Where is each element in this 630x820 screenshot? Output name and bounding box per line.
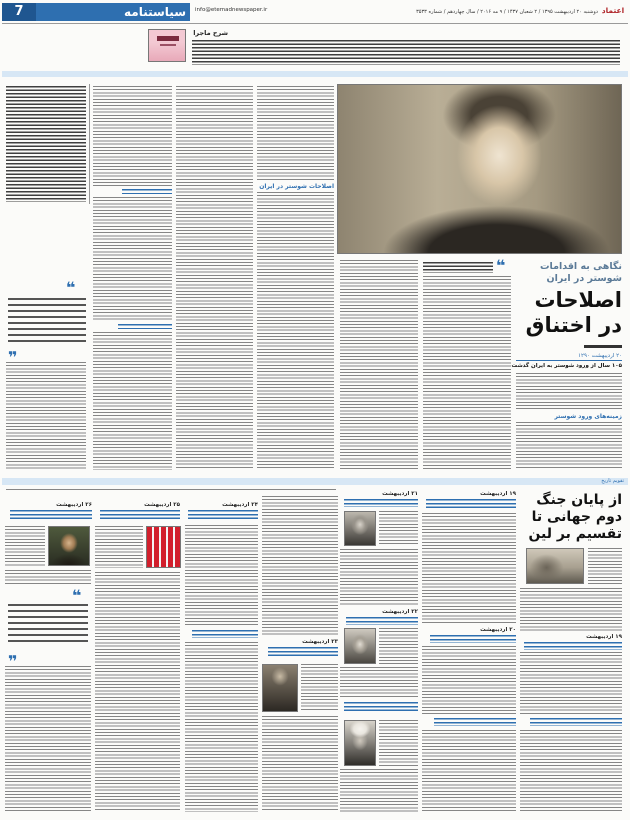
calendar-entry-date: ۱۹ اردیبهشت — [480, 491, 516, 497]
calendar-body-text — [95, 572, 180, 812]
article-subtitle: ۱۰۵ سال از ورود شوستر به ایران گذشت — [511, 363, 622, 369]
calendar-body-text — [379, 720, 418, 766]
quote-icon — [72, 588, 81, 604]
portrait-photo — [344, 511, 376, 546]
calendar-entry-title — [188, 510, 258, 521]
sidebar-divider — [89, 84, 90, 204]
calendar-entry-date: ۲۶ اردیبهشت — [56, 502, 92, 508]
portrait-photo — [344, 628, 376, 664]
calendar-body-text — [340, 769, 418, 812]
section-name: سیاستنامه — [123, 5, 186, 19]
article-body-text — [176, 86, 253, 470]
sidebar-note-text — [6, 86, 86, 202]
portrait-painting — [48, 526, 90, 566]
calendar-entry-title — [530, 718, 622, 726]
calendar-body-text — [379, 511, 418, 546]
calendar-body-text — [5, 570, 91, 586]
calendar-body-text — [262, 496, 338, 636]
calendar-body-text — [588, 548, 622, 584]
calendar-section-label: تقویم تاریخ — [601, 478, 624, 484]
article-body-text — [257, 86, 334, 181]
calendar-entry-title — [346, 617, 418, 625]
article-body-text — [257, 192, 334, 470]
article-subhead-mark — [118, 324, 172, 329]
calendar-entry-title — [344, 499, 418, 507]
article-body-text — [423, 276, 511, 470]
calendar-entry-date: ۲۳ اردیبهشت — [302, 639, 338, 645]
shuster-portrait-photo — [337, 84, 622, 254]
calendar-entry-date: ۲۱ اردیبهشت — [382, 491, 418, 497]
calendar-entry-title — [434, 718, 516, 726]
calendar-entry-title — [426, 499, 516, 510]
quote-icon — [8, 646, 17, 662]
article-body-text — [516, 422, 622, 470]
calendar-body-text — [185, 525, 258, 625]
calendar-entry-date: ۱۹ اردیبهشت — [586, 634, 622, 640]
article-headline: اصلاحات در اختناق — [525, 288, 622, 337]
calendar-entry-title — [10, 510, 92, 521]
berlin-photo — [526, 548, 584, 584]
section-bar-top — [2, 71, 628, 77]
calendar-entry-title — [524, 642, 622, 650]
calendar-body-text — [520, 652, 622, 714]
calendar-dateline-text — [6, 489, 336, 492]
book-cover-image — [148, 29, 186, 62]
calendar-body-text — [340, 667, 418, 697]
calendar-body-text — [340, 549, 418, 606]
calendar-body-text — [422, 646, 516, 714]
article-subhead: اصلاحات شوستر در ایران — [259, 183, 334, 190]
intro-label: شرح ماجرا — [193, 29, 228, 37]
calendar-body-text — [379, 628, 418, 664]
quote-icon — [496, 258, 505, 274]
book-cover-text-mark — [160, 44, 176, 46]
calendar-entry-date: ۲۴ اردیبهشت — [222, 502, 258, 508]
contact-email: info@etemadnewspaper.ir — [195, 7, 268, 13]
calendar-entry-date: ۲۲ اردیبهشت — [382, 609, 418, 615]
calendar-entry-title — [344, 702, 418, 713]
calendar-body-text — [301, 664, 338, 712]
calendar-body-text — [5, 666, 91, 812]
calendar-entry-title — [430, 635, 516, 643]
author-byline-mark — [584, 345, 622, 348]
article-date-tag: ۲۰ اردیبهشت ۱۲۹۰ — [516, 352, 622, 361]
article-kicker: نگاهی به اقدامات شوستر در ایران — [539, 261, 622, 284]
section-bar-calendar — [2, 478, 628, 485]
calendar-entry-title — [192, 630, 258, 638]
calendar-entry-date: ۲۵ اردیبهشت — [144, 502, 180, 508]
portrait-photo — [344, 720, 376, 766]
calendar-body-text — [422, 513, 516, 623]
flag-image — [146, 526, 181, 568]
calendar-body-text — [520, 588, 622, 632]
pull-quote-text — [8, 298, 86, 342]
article-body-text — [93, 86, 172, 186]
calendar-body-text — [5, 526, 45, 566]
article-body-text — [340, 260, 418, 470]
calendar-entry-title — [268, 647, 338, 658]
calendar-body-text — [95, 526, 143, 568]
book-cover-title-mark — [157, 36, 179, 41]
pull-quote-text — [8, 604, 88, 646]
quote-icon — [66, 280, 75, 296]
article-subhead: زمینه‌های ورود شوستر — [554, 413, 622, 420]
article-lead-text — [423, 262, 493, 273]
article-body-text — [93, 197, 172, 321]
article-body-text — [93, 332, 172, 470]
article-body-text — [516, 373, 622, 411]
calendar-headline: از پایان جنگ دوم جهانی تا تقسیم بر لین — [528, 492, 622, 542]
article-subhead-mark — [122, 189, 172, 194]
portrait-photo — [262, 664, 298, 712]
calendar-entry-title — [100, 510, 180, 521]
sidebar-body-text — [6, 362, 86, 470]
calendar-body-text — [262, 716, 338, 812]
calendar-entry-date: ۲۰ اردیبهشت — [480, 627, 516, 633]
calendar-body-text — [185, 642, 258, 812]
calendar-body-text — [520, 730, 622, 812]
calendar-body-text — [422, 730, 516, 812]
page-number: 7 — [2, 3, 36, 21]
newspaper-logo: اعتماد — [601, 6, 625, 15]
quote-icon — [8, 342, 17, 358]
issue-date-line: دوشنبه ۲۰ اردیبهشت ۱۳۹۵ / ۲ شعبان ۱۴۳۷ / ۹ مه ۲۰۱۶ / سال چهاردهم / شماره ۳۵۳۳ — [416, 9, 598, 15]
masthead-divider — [2, 23, 628, 24]
intro-paragraph — [192, 40, 620, 65]
